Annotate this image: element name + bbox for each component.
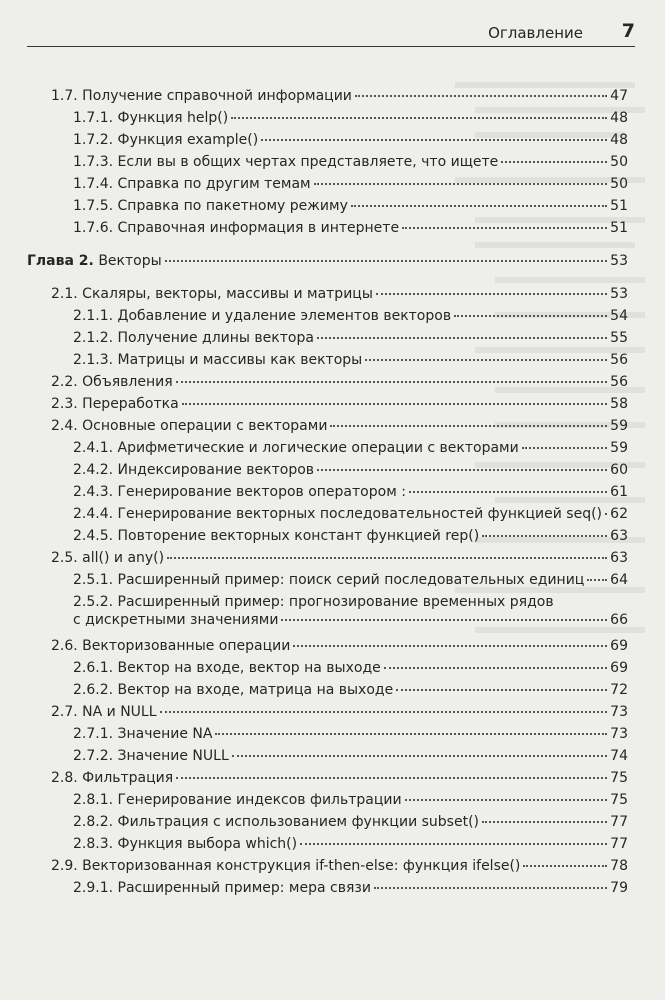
toc-entry-title: 2.5.2. Расширенный пример: прогнозирование временных рядов [73,594,554,610]
chapter-label: Глава 2. [27,253,94,269]
toc-entry-page: 56 [610,352,628,368]
toc-entry-title: 2.6. Векторизованные операции [51,638,291,654]
toc-entry[interactable] [0,681,665,703]
toc-entry-title: 2.9. Векторизованная конструкция if-then-else: функция ifelse() [51,858,521,874]
toc-entry-title: 2.4. Основные операции с векторами [51,418,328,434]
running-header [27,22,635,47]
toc-entry-title: 2.2. Объявления [51,374,173,390]
toc-entry[interactable] [0,505,665,527]
toc-entry[interactable] [0,461,665,483]
toc-entry-title: 2.5. all() и any() [51,550,165,566]
toc-entry-title: 1.7.1. Функция help() [73,110,229,126]
dot-leader [522,447,607,449]
toc-entry-page: 58 [610,396,628,412]
toc-entry[interactable] [0,571,665,593]
toc-entry[interactable] [0,373,665,395]
dot-leader [231,117,607,119]
toc-entry-page: 66 [610,612,628,628]
dot-leader [176,381,608,383]
toc-entry-title: 2.6.1. Вектор на входе, вектор на выходе [73,660,381,676]
toc-entry[interactable] [0,593,665,633]
toc-entry[interactable] [0,549,665,571]
toc-entry[interactable] [0,219,665,241]
toc-entry-title: 2.7.1. Значение NA [73,726,213,742]
toc-entry-title: Векторы [98,253,162,269]
dot-leader [165,260,608,262]
dot-leader [384,667,607,669]
toc-entry[interactable] [0,439,665,461]
toc-entry-title: 2.4.1. Арифметические и логические операции с векторами [73,440,519,456]
toc-entry-title: 2.8.3. Функция выбора which() [73,836,298,852]
toc-entry-title: 2.1.3. Матрицы и массивы как векторы [73,352,363,368]
toc-entry-page: 53 [610,253,628,269]
toc-entry[interactable] [0,703,665,725]
header-title: Оглавление [488,24,583,42]
dot-leader [587,579,607,581]
toc-entry[interactable] [0,285,665,307]
toc-entry-title: 1.7.5. Справка по пакетному режиму [73,198,348,214]
toc-entry[interactable] [0,351,665,373]
toc-entry-title: 2.1.1. Добавление и удаление элементов векторов [73,308,452,324]
toc-entry-page: 48 [610,110,628,126]
toc-entry-page: 75 [610,792,628,808]
dot-leader [317,337,607,339]
toc-entry-title: 2.1. Скаляры, векторы, массивы и матрицы [51,286,373,302]
toc-entry-page: 77 [610,836,628,852]
toc-entry-page: 51 [610,198,628,214]
toc-entry-title: 1.7.2. Функция example() [73,132,259,148]
toc-entry-page: 50 [610,154,628,170]
header-page-number: 7 [621,20,635,42]
toc-entry-page: 62 [610,506,628,522]
toc-entry[interactable] [0,109,665,131]
toc-entry[interactable] [0,483,665,505]
dot-leader [351,205,607,207]
dot-leader [330,425,607,427]
dot-leader [523,865,607,867]
toc-entry-title: 2.8. Фильтрация [51,770,174,786]
toc-entry-page: 48 [610,132,628,148]
toc-entry[interactable] [0,87,665,109]
toc-entry[interactable] [0,835,665,857]
toc-entry[interactable] [0,659,665,681]
toc-entry-page: 79 [610,880,628,896]
dot-leader [300,843,607,845]
toc-entry-title: 2.4.2. Индексирование векторов [73,462,315,478]
toc-entry-page: 78 [610,858,628,874]
dot-leader [374,887,607,889]
toc-entry-title: 2.4.5. Повторение векторных констант функцией rep() [73,528,480,544]
dot-leader [454,315,607,317]
toc-entry[interactable] [0,153,665,175]
toc-entry-page: 50 [610,176,628,192]
toc-chapter-entry[interactable] [0,252,665,274]
dot-leader [160,711,608,713]
toc-entry[interactable] [0,725,665,747]
toc-entry-page: 64 [610,572,628,588]
toc-entry[interactable] [0,769,665,791]
toc-entry[interactable] [0,637,665,659]
toc-entry-page: 72 [610,682,628,698]
dot-leader [482,821,607,823]
dot-leader [281,619,607,621]
toc-entry-title: 2.8.2. Фильтрация с использованием функции subset() [73,814,479,830]
toc-entry-title: 2.8.1. Генерирование индексов фильтрации [73,792,402,808]
dot-leader [405,799,608,801]
toc-entry[interactable] [0,175,665,197]
toc-entry-title: 1.7.3. Если вы в общих чертах представляете, что ищете [73,154,499,170]
dot-leader [501,161,607,163]
toc-entry[interactable] [0,197,665,219]
dot-leader [376,293,607,295]
toc-entry-page: 74 [610,748,628,764]
toc-entry-page: 54 [610,308,628,324]
toc-entry[interactable] [0,417,665,439]
dot-leader [176,777,607,779]
toc-entry-page: 53 [610,286,628,302]
dot-leader [605,513,607,515]
toc-entry-page: 73 [610,704,628,720]
toc-entry-page: 59 [610,418,628,434]
toc-entry-title: 2.7.2. Значение NULL [73,748,229,764]
dot-leader [293,645,607,647]
dot-leader [409,491,607,493]
toc-entry-page: 60 [610,462,628,478]
dot-leader [365,359,607,361]
toc-entry-page: 61 [610,484,628,500]
toc-entry-page: 63 [610,550,628,566]
toc-entry-page: 56 [610,374,628,390]
toc-entry[interactable] [0,791,665,813]
toc-entry[interactable] [0,857,665,879]
toc-entry-title: 1.7.4. Справка по другим темам [73,176,311,192]
toc-entry-title: 2.4.4. Генерирование векторных последовательностей функцией seq() [73,506,603,522]
toc-entry[interactable] [0,747,665,769]
toc-entry[interactable] [0,879,665,901]
toc-entry[interactable] [0,813,665,835]
toc-entry-page: 51 [610,220,628,236]
toc-entry-title: 2.5.1. Расширенный пример: поиск серий последовательных единиц [73,572,585,588]
toc-entry-title-cont: с дискретными значениями [73,612,279,628]
toc-entry-page: 47 [610,88,628,104]
dot-leader [396,689,607,691]
toc-entry-title: 2.6.2. Вектор на входе, матрица на выходе [73,682,394,698]
toc-entry-page: 73 [610,726,628,742]
toc-entry-page: 55 [610,330,628,346]
toc-entry[interactable] [0,329,665,351]
dot-leader [482,535,607,537]
toc-entry-title: 2.7. NA и NULL [51,704,157,720]
dot-leader [232,755,607,757]
toc-entry[interactable] [0,307,665,329]
toc-entry-title: 1.7. Получение справочной информации [51,88,352,104]
toc-entry-title: 2.1.2. Получение длины вектора [73,330,314,346]
dot-leader [317,469,607,471]
dot-leader [167,557,607,559]
toc-entry-page: 59 [610,440,628,456]
toc-entry-page: 63 [610,528,628,544]
toc-entry[interactable] [0,131,665,153]
toc-entry-title: 2.3. Переработка [51,396,179,412]
toc-entry-title: 2.9.1. Расширенный пример: мера связи [73,880,371,896]
toc-entry[interactable] [0,395,665,417]
toc-entry-page: 69 [610,660,628,676]
dot-leader [355,95,607,97]
toc-entry[interactable] [0,527,665,549]
dot-leader [261,139,607,141]
toc-entry-page: 77 [610,814,628,830]
dot-leader [182,403,608,405]
toc-entry-title: 2.4.3. Генерирование векторов оператором : [73,484,406,500]
dot-leader [215,733,607,735]
toc-entry-page: 69 [610,638,628,654]
toc-entry-title: 1.7.6. Справочная информация в интернете [73,220,400,236]
dot-leader [402,227,607,229]
dot-leader [314,183,608,185]
toc-entry-page: 75 [610,770,628,786]
